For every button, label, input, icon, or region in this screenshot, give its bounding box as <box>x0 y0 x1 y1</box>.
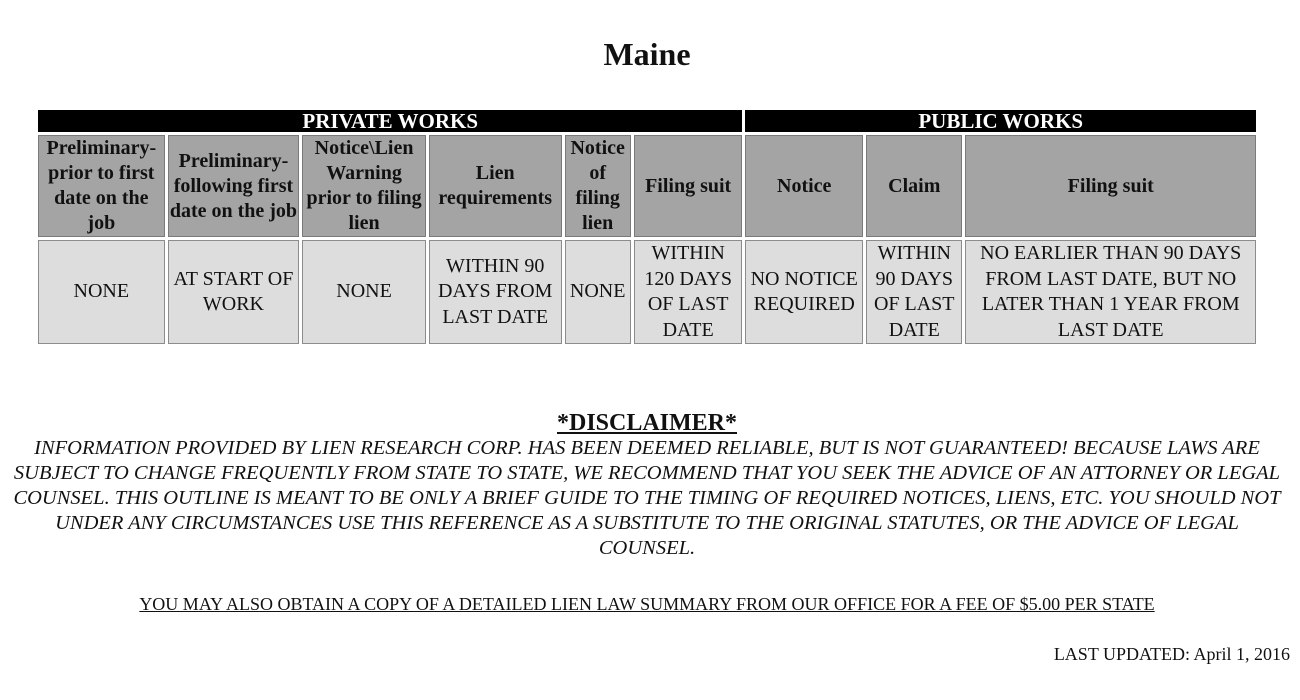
header-public-notice: Notice <box>745 135 863 237</box>
disclaimer-title: *DISCLAIMER* <box>556 410 738 436</box>
cell-private-filing-suit: WITHIN 120 DAYS OF LAST DATE <box>634 240 743 344</box>
section-header-row <box>38 110 1256 132</box>
cell-lien-requirements: WITHIN 90 DAYS FROM LAST DATE <box>429 240 562 344</box>
header-public-filing-suit: Filing suit <box>965 135 1256 237</box>
cell-public-filing-suit: NO EARLIER THAN 90 DAYS FROM LAST DATE, BUT NO LATER THAN 1 YEAR FROM LAST DATE <box>965 240 1256 344</box>
private-works-header: PRIVATE WORKS <box>38 110 742 132</box>
lien-law-table <box>35 107 1259 347</box>
table-row <box>38 240 1256 344</box>
last-updated-text: LAST UPDATED: April 1, 2016 <box>1053 644 1290 664</box>
cell-preliminary-following: AT START OF WORK <box>168 240 300 344</box>
cell-public-notice: NO NOTICE REQUIRED <box>745 240 863 344</box>
header-notice-lien-warning: Notice\Lien Warning prior to filing lien <box>302 135 426 237</box>
header-preliminary-following: Preliminary-following first date on the job <box>168 135 300 237</box>
page-title: Maine <box>603 36 691 72</box>
header-lien-requirements: Lien requirements <box>429 135 562 237</box>
header-notice-of-filing-lien: Notice of filing lien <box>565 135 631 237</box>
public-works-header: PUBLIC WORKS <box>745 110 1256 132</box>
column-header-row <box>38 135 1256 237</box>
cell-notice-lien-warning: NONE <box>302 240 426 344</box>
disclaimer-text: INFORMATION PROVIDED BY LIEN RESEARCH CORP. HAS BEEN DEEMED RELIABLE, BUT IS NOT GUARANTEED! BECAUSE LAWS ARE SUBJECT TO CHANGE FREQUENTLY FROM STATE TO STATE, WE RECOMMEND THAT YOU SEEK THE ADVICE OF AN ATTORNEY OR LEGAL COUNSEL. THIS OUTLINE IS MEANT TO BE ONLY A BRIEF GUIDE TO THE TIMING OF REQUIRED NOTICES, LIENS, ETC. YOU SHOULD NOT UNDER ANY CIRCUMSTANCES USE THIS REFERENCE AS A SUBSTITUTE TO THE ORIGINAL STATUTES, OR THE ADVICE OF LEGAL COUNSEL. <box>13 437 1281 559</box>
disclaimer-section <box>12 408 1282 561</box>
cell-preliminary-prior: NONE <box>38 240 165 344</box>
cell-public-claim: WITHIN 90 DAYS OF LAST DATE <box>866 240 962 344</box>
fee-link-row <box>0 592 1294 616</box>
header-private-filing-suit: Filing suit <box>634 135 743 237</box>
lien-summary-link[interactable]: YOU MAY ALSO OBTAIN A COPY OF A DETAILED LIEN LAW SUMMARY FROM OUR OFFICE FOR A FEE OF $5.00 PER STATE <box>139 594 1155 614</box>
header-public-claim: Claim <box>866 135 962 237</box>
header-preliminary-prior: Preliminary-prior to first date on the job <box>38 135 165 237</box>
cell-notice-of-filing-lien: NONE <box>565 240 631 344</box>
